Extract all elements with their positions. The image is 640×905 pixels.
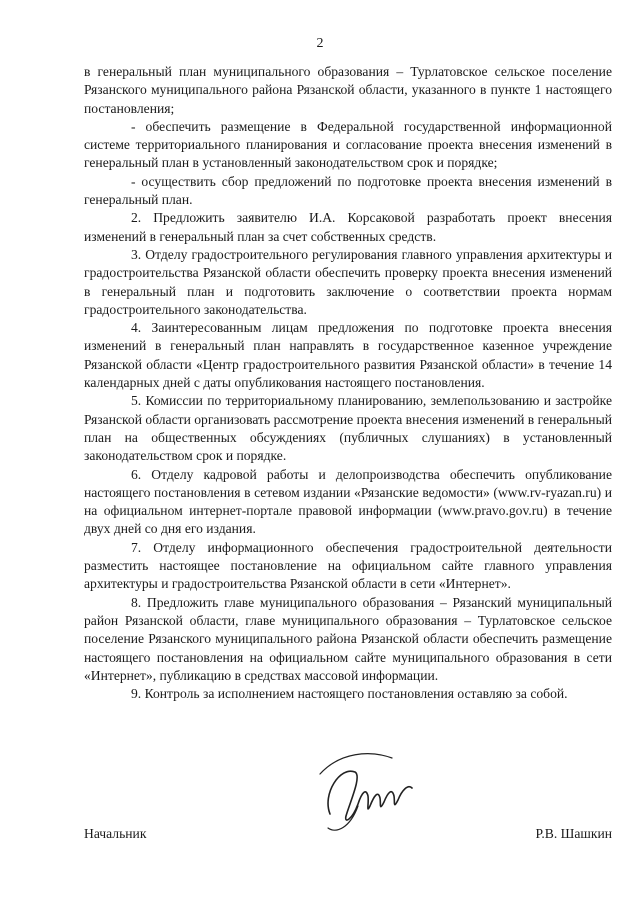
handwritten-signature bbox=[300, 744, 440, 836]
signatory-name: Р.В. Шашкин bbox=[535, 826, 612, 841]
page-number: 2 bbox=[316, 36, 324, 51]
paragraph: 9. Контроль за исполнением настоящего постановления оставляю за собой. bbox=[131, 686, 568, 702]
paragraph: 5. Комиссии по территориальному планированию, землепользованию и застройке Рязанской области организовать рассмотрение проекта внесения изменений в генеральный план на общественных обсуждениях (публичных слушаниях) в установленный законодательством срок и порядке. bbox=[84, 393, 612, 464]
position-title: Начальник bbox=[84, 826, 147, 841]
paragraph: 4. Заинтересованным лицам предложения по подготовке проекта внесения изменений в генеральный план направлять в государственное казенное учреждение Рязанской области «Центр градостроительного развития Рязанской области» в течение 14 календарных дней с даты опубликования настоящего постановления. bbox=[84, 320, 612, 391]
document-body bbox=[84, 63, 612, 703]
paragraph: 6. Отделу кадровой работы и делопроизводства обеспечить опубликование настоящего постановления в сетевом издании «Рязанские ведомости» (www.rv-ryazan.ru) и на официальном интернет-портале правовой информации (www.pravo.gov.ru) в течение двух дней со дня его издания. bbox=[84, 466, 612, 537]
paragraph: в генеральный план муниципального образования – Турлатовское сельское поселение Рязанского муниципального района Рязанской области, указанного в пункте 1 настоящего постановления; bbox=[84, 64, 612, 116]
paragraph: 7. Отделу информационного обеспечения градостроительной деятельности разместить настоящее постановление на официальном сайте главного управления архитектуры и градостроительства Рязанской области в сети «Интернет». bbox=[84, 539, 612, 592]
paragraph: 3. Отделу градостроительного регулирования главного управления архитектуры и градостроительства Рязанской области обеспечить проверку проекта внесения изменений в генеральный план и подготовить заключение о соответствии проекта нормам градостроительного законодательства. bbox=[84, 246, 612, 317]
paragraph: 8. Предложить главе муниципального образования – Рязанский муниципальный район Рязанской области, главе муниципального образования – Турлатовское сельское поселение Рязанского муниципального района Рязанской области обеспечить размещение настоящего постановления на официальном сайте муниципального образования в сети «Интернет», публикацию в средствах массовой информации. bbox=[84, 594, 612, 683]
paragraph: 2. Предложить заявителю И.А. Корсаковой разработать проект внесения изменений в генеральный план за счет собственных средств. bbox=[84, 210, 612, 244]
paragraph: - осуществить сбор предложений по подготовке проекта внесения изменений в генеральный план. bbox=[84, 173, 612, 208]
paragraph: - обеспечить размещение в Федеральной государственной информационной системе территориального планирования и согласование проекта внесения изменений в генеральный план в установленный законодательством срок и порядке; bbox=[84, 118, 612, 171]
